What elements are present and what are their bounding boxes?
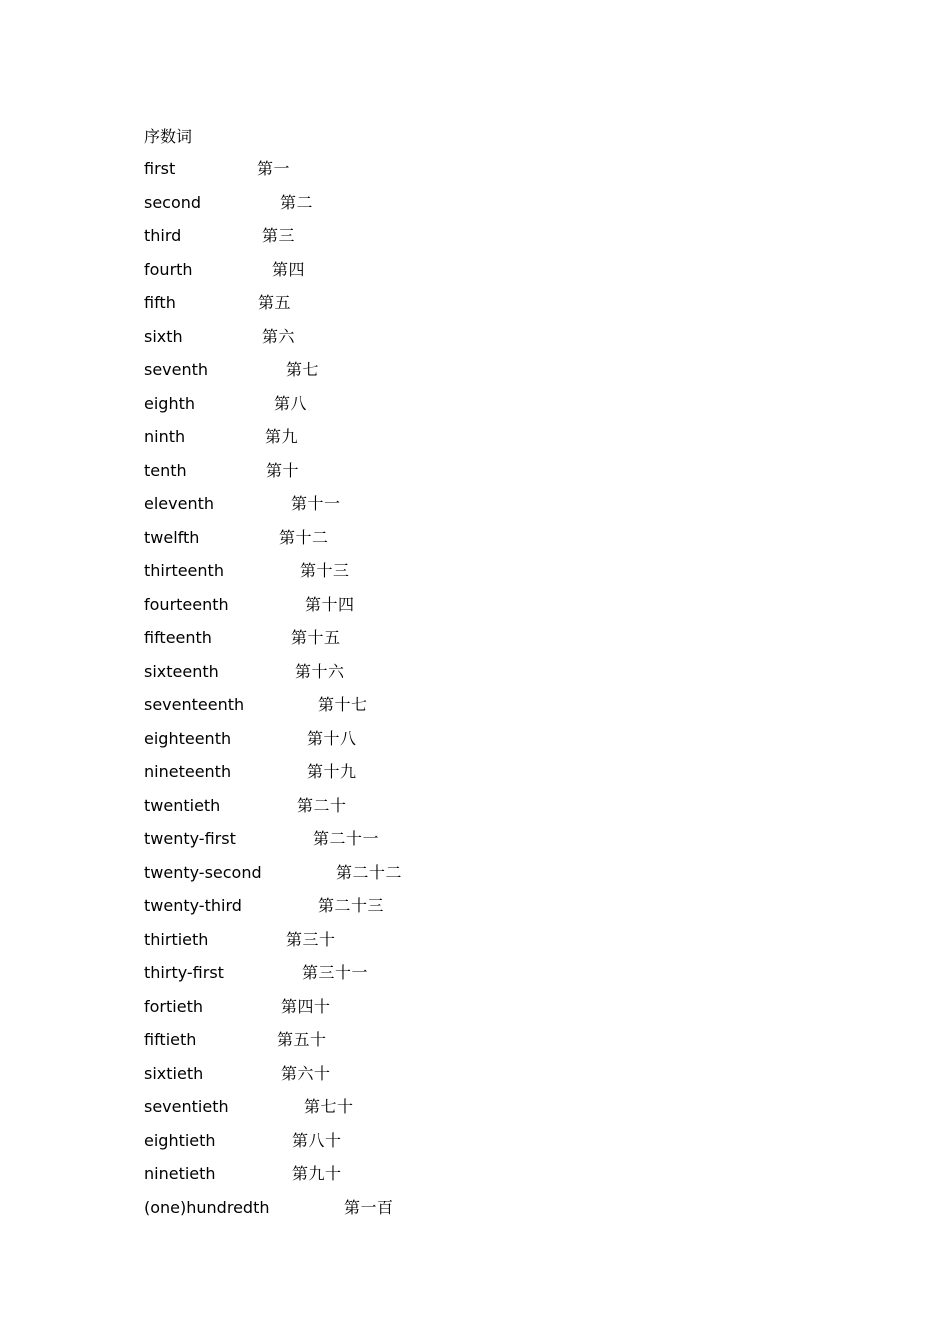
list-item (144, 526, 844, 550)
chinese-ordinal: 第九十 (292, 1164, 342, 1183)
english-ordinal: eighteenth (144, 728, 232, 748)
english-ordinal: ninth (144, 427, 186, 446)
english-ordinal: fourteenth (144, 594, 229, 614)
english-ordinal: third (144, 226, 182, 245)
chinese-ordinal: 第十四 (305, 594, 355, 614)
chinese-ordinal: 第七十 (304, 1097, 354, 1116)
english-ordinal: seventh (144, 360, 209, 379)
list-item (144, 157, 844, 181)
chinese-ordinal: 第一 (257, 159, 291, 178)
english-ordinal: twenty-third (144, 896, 242, 915)
chinese-ordinal: 第十一 (291, 494, 341, 513)
list-item (144, 1028, 844, 1052)
english-ordinal: thirty-first (144, 963, 224, 982)
chinese-ordinal: 第八 (274, 393, 308, 413)
list-item (144, 258, 844, 282)
list-item (144, 492, 844, 516)
english-ordinal: sixth (144, 326, 183, 346)
english-ordinal: sixtieth (144, 1063, 204, 1083)
chinese-ordinal: 第三 (262, 226, 296, 245)
list-item (144, 827, 844, 851)
list-item (144, 660, 844, 684)
chinese-ordinal: 第二十二 (336, 862, 403, 882)
chinese-ordinal: 第十九 (307, 762, 357, 781)
chinese-ordinal: 第三十一 (302, 963, 369, 982)
chinese-ordinal: 第七 (286, 360, 320, 379)
english-ordinal: second (144, 192, 202, 212)
list-item (144, 693, 844, 717)
english-ordinal: fifteenth (144, 628, 212, 647)
list-item (144, 559, 844, 583)
list-item (144, 626, 844, 650)
chinese-ordinal: 第二十 (297, 795, 347, 815)
chinese-ordinal: 第十八 (307, 728, 357, 748)
english-ordinal: first (144, 159, 176, 178)
list-item (144, 727, 844, 751)
chinese-ordinal: 第五 (258, 293, 292, 312)
english-ordinal: seventieth (144, 1097, 229, 1116)
list-item (144, 961, 844, 985)
list-item (144, 291, 844, 315)
list-item (144, 325, 844, 349)
list-item (144, 358, 844, 382)
chinese-ordinal: 第九 (265, 427, 299, 446)
english-ordinal: nineteenth (144, 762, 232, 781)
list-item (144, 1196, 844, 1220)
english-ordinal: twenty-first (144, 829, 236, 848)
english-ordinal: thirteenth (144, 561, 224, 580)
chinese-ordinal: 第二十三 (318, 896, 385, 915)
list-item (144, 191, 844, 215)
english-ordinal: eightieth (144, 1130, 216, 1150)
list-item (144, 224, 844, 248)
chinese-ordinal: 第五十 (277, 1030, 327, 1049)
chinese-ordinal: 第八十 (292, 1130, 342, 1150)
chinese-ordinal: 第二十一 (313, 829, 380, 848)
english-ordinal: tenth (144, 460, 187, 480)
chinese-ordinal: 第二 (280, 192, 314, 212)
list-item (144, 1062, 844, 1086)
chinese-ordinal: 第十五 (291, 628, 341, 647)
chinese-ordinal: 第六 (262, 326, 296, 346)
list-item (144, 392, 844, 416)
english-ordinal: ninetieth (144, 1164, 216, 1183)
english-ordinal: (one)hundredth (144, 1197, 270, 1217)
english-ordinal: eighth (144, 393, 195, 413)
list-item (144, 894, 844, 918)
english-ordinal: twentieth (144, 795, 221, 815)
list-item (144, 425, 844, 449)
chinese-ordinal: 第十 (266, 460, 300, 480)
english-ordinal: fiftieth (144, 1030, 197, 1049)
list-item (144, 1095, 844, 1119)
english-ordinal: fifth (144, 293, 176, 312)
list-item (144, 760, 844, 784)
list-item (144, 1129, 844, 1153)
page-title: 序数词 (144, 127, 193, 146)
list-item (144, 459, 844, 483)
chinese-ordinal: 第六十 (281, 1063, 331, 1083)
english-ordinal: twenty-second (144, 862, 262, 882)
english-ordinal: seventeenth (144, 695, 245, 714)
list-item (144, 995, 844, 1019)
list-item (144, 794, 844, 818)
english-ordinal: sixteenth (144, 661, 219, 681)
english-ordinal: eleventh (144, 494, 214, 513)
english-ordinal: fourth (144, 259, 193, 279)
list-item (144, 1162, 844, 1186)
english-ordinal: fortieth (144, 996, 203, 1016)
list-item (144, 928, 844, 952)
chinese-ordinal: 第三十 (286, 929, 336, 949)
list-item (144, 861, 844, 885)
chinese-ordinal: 第十二 (279, 527, 329, 547)
chinese-ordinal: 第一百 (344, 1197, 394, 1217)
english-ordinal: twelfth (144, 527, 200, 547)
english-ordinal: thirtieth (144, 929, 209, 949)
chinese-ordinal: 第十六 (295, 661, 345, 681)
chinese-ordinal: 第四十 (281, 996, 331, 1016)
list-item (144, 593, 844, 617)
chinese-ordinal: 第四 (272, 259, 306, 279)
chinese-ordinal: 第十七 (318, 695, 368, 714)
chinese-ordinal: 第十三 (300, 561, 350, 580)
